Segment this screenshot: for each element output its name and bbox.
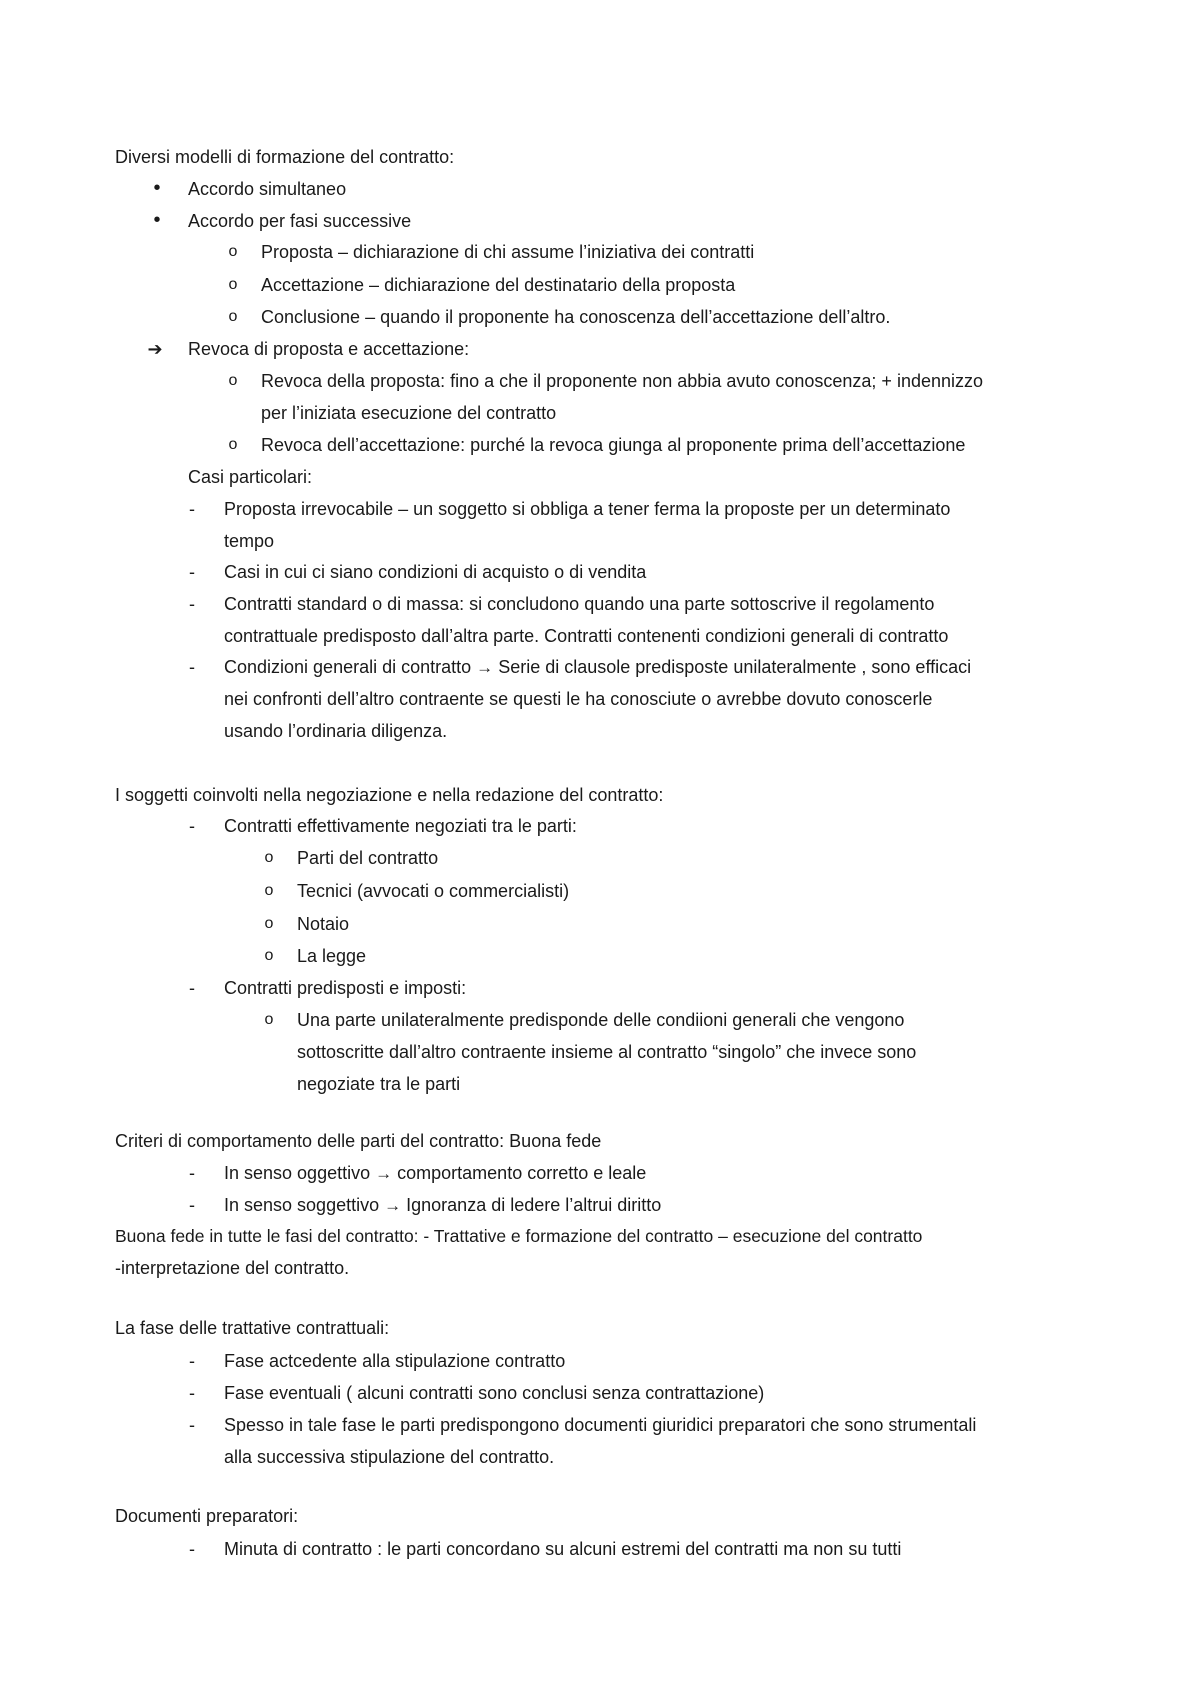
list-item: La legge xyxy=(297,946,367,966)
list-item: Una parte unilateralmente predisponde delle condiioni generali che vengono xyxy=(297,1010,905,1030)
circle-marker: o xyxy=(228,276,238,293)
list-item: Revoca di proposta e accettazione: xyxy=(188,339,470,359)
list-item: Contratti effettivamente negoziati tra le parti: xyxy=(224,816,577,836)
dash-marker: - xyxy=(189,1195,195,1215)
arrow-right-icon: → xyxy=(384,1196,402,1215)
paragraph-continuation: -interpretazione del contratto. xyxy=(115,1258,350,1278)
list-item: Accettazione – dichiarazione del destinatario della proposta xyxy=(261,275,736,295)
dash-marker: - xyxy=(189,1415,195,1435)
list-item-continuation: tempo xyxy=(224,531,275,551)
list-item: Accordo per fasi successive xyxy=(188,211,412,231)
list-item: Fase eventuali ( alcuni contratti sono conclusi senza contrattazione) xyxy=(224,1383,765,1403)
bullet-marker: • xyxy=(153,177,161,199)
list-item-continuation: usando l’ordinaria diligenza. xyxy=(224,721,448,741)
circle-marker: o xyxy=(228,372,238,389)
dash-marker: - xyxy=(189,657,195,677)
dash-marker: - xyxy=(189,499,195,519)
list-item: Contratti standard o di massa: si concludono quando una parte sottoscrive il regolamento xyxy=(224,594,935,614)
list-item: Minuta di contratto : le parti concordano su alcuni estremi del contratti ma non su tutti xyxy=(224,1539,902,1559)
list-item xyxy=(224,656,971,679)
circle-marker: o xyxy=(264,915,274,932)
circle-marker: o xyxy=(264,882,274,899)
list-item: Revoca dell’accettazione: purché la revoca giunga al proponente prima dell’accettazione xyxy=(261,435,966,455)
list-item: Tecnici (avvocati o commercialisti) xyxy=(297,881,570,901)
list-item xyxy=(224,1162,646,1185)
circle-marker: o xyxy=(264,849,274,866)
list-item-continuation: alla successiva stipulazione del contratto. xyxy=(224,1447,555,1467)
list-item: Proposta irrevocabile – un soggetto si obbliga a tener ferma la proposte per un determinato xyxy=(224,499,951,519)
circle-marker: o xyxy=(228,436,238,453)
dash-marker: - xyxy=(189,1539,195,1559)
dash-marker: - xyxy=(189,978,195,998)
circle-marker: o xyxy=(264,947,274,964)
arrow-icon: ➔ xyxy=(147,339,163,359)
circle-marker: o xyxy=(228,308,238,325)
list-item: Contratti predisposti e imposti: xyxy=(224,978,467,998)
list-item: Accordo simultaneo xyxy=(188,179,347,199)
section-heading-documenti: Documenti preparatori: xyxy=(115,1506,299,1526)
dash-marker: - xyxy=(189,816,195,836)
inline-text: comportamento corretto e leale xyxy=(397,1163,647,1183)
dash-marker: - xyxy=(189,562,195,582)
list-item-continuation: nei confronti dell’altro contraente se questi le ha conosciute o avrebbe dovuto conoscerle xyxy=(224,689,933,709)
circle-marker: o xyxy=(264,1011,274,1028)
circle-marker: o xyxy=(228,243,238,260)
list-item: Revoca della proposta: fino a che il proponente non abbia avuto conoscenza; + indennizzo xyxy=(261,371,984,391)
list-item-continuation: contrattuale predisposto dall’altra parte. Contratti contenenti condizioni generali di contratto xyxy=(224,626,949,646)
inline-text: Ignoranza di ledere l’altrui diritto xyxy=(406,1195,662,1215)
paragraph: Buona fede in tutte le fasi del contratto: - Trattative e formazione del contratto – esecuzione del contratto xyxy=(115,1226,923,1246)
list-item: Notaio xyxy=(297,914,350,934)
list-item: Fase actcedente alla stipulazione contratto xyxy=(224,1351,566,1371)
subheading-casi: Casi particolari: xyxy=(188,467,313,487)
section-heading-soggetti: I soggetti coinvolti nella negoziazione e nella redazione del contratto: xyxy=(115,785,664,805)
list-item-continuation: sottoscritte dall’altro contraente insieme al contratto “singolo” che invece sono xyxy=(297,1042,917,1062)
dash-marker: - xyxy=(189,594,195,614)
dash-marker: - xyxy=(189,1163,195,1183)
list-item: Spesso in tale fase le parti predispongono documenti giuridici preparatori che sono strumentali xyxy=(224,1415,977,1435)
inline-text: Serie di clausole predisposte unilateralmente , sono efficaci xyxy=(498,657,972,677)
inline-text: In senso oggettivo xyxy=(224,1163,371,1183)
section-heading-criteri: Criteri di comportamento delle parti del contratto: Buona fede xyxy=(115,1131,602,1151)
list-item: Casi in cui ci siano condizioni di acquisto o di vendita xyxy=(224,562,647,582)
list-item: Conclusione – quando il proponente ha conoscenza dell’accettazione dell’altro. xyxy=(261,307,891,327)
list-item xyxy=(224,1194,661,1217)
arrow-right-icon: → xyxy=(375,1164,393,1183)
inline-text: Condizioni generali di contratto xyxy=(224,657,472,677)
list-item-continuation: negoziate tra le parti xyxy=(297,1074,461,1094)
bullet-marker: • xyxy=(153,209,161,231)
section-heading-formazione: Diversi modelli di formazione del contratto: xyxy=(115,147,455,167)
arrow-right-icon: → xyxy=(476,658,494,677)
list-item: Proposta – dichiarazione di chi assume l’iniziativa dei contratti xyxy=(261,242,755,262)
dash-marker: - xyxy=(189,1351,195,1371)
list-item: Parti del contratto xyxy=(297,848,439,868)
dash-marker: - xyxy=(189,1383,195,1403)
inline-text: In senso soggettivo xyxy=(224,1195,380,1215)
list-item-continuation: per l’iniziata esecuzione del contratto xyxy=(261,403,557,423)
section-heading-trattative: La fase delle trattative contrattuali: xyxy=(115,1318,390,1338)
